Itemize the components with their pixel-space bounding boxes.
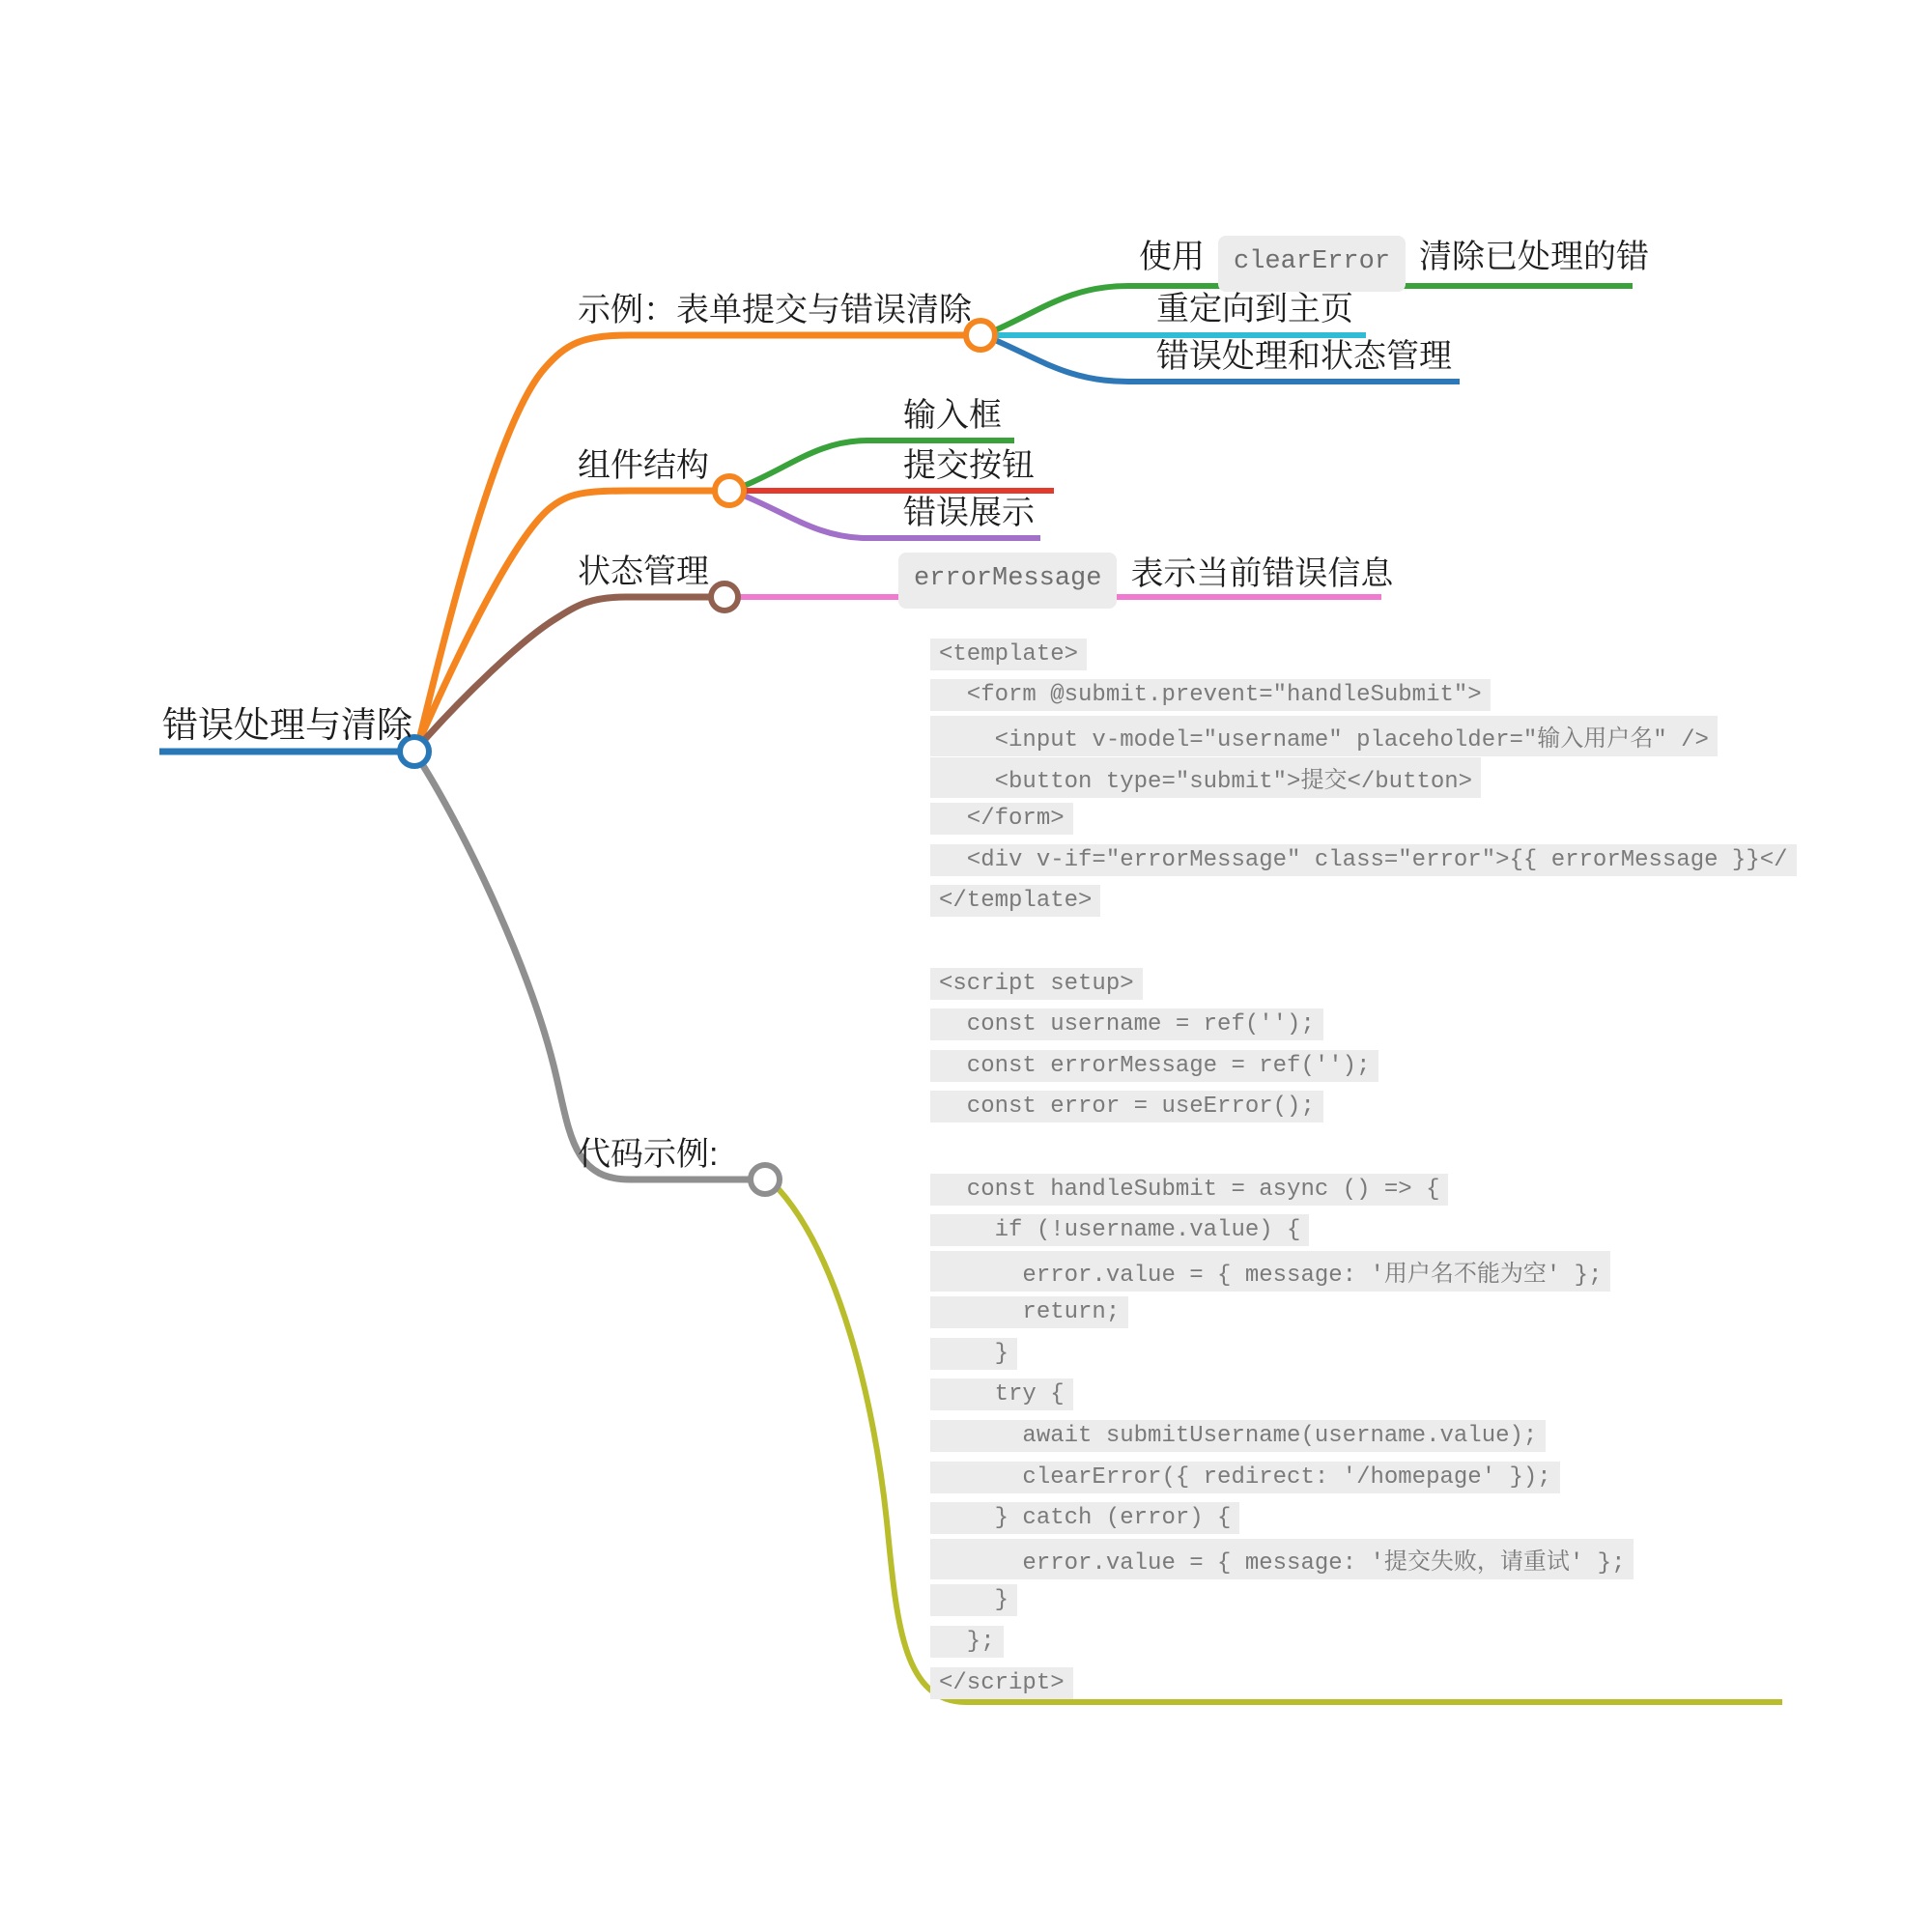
node-error-state-management[interactable]: 错误处理和状态管理 [1156,338,1452,375]
code-line: } catch (error) { [930,1502,1239,1534]
code-line: <div v-if="errorMessage" class="error">{{ errorMessage }}</ [930,844,1797,876]
node-toggle-structure[interactable] [715,476,744,505]
code-line: <button type="submit">提交</button> [930,757,1481,798]
inline-code-chip-clearerror: clearError [1218,236,1406,292]
code-line: const errorMessage = ref(''); [930,1050,1378,1082]
code-line: </form> [930,803,1073,835]
code-line: <form @submit.prevent="handleSubmit"> [930,679,1491,711]
node-clearerror[interactable] [1139,236,1649,292]
code-line: const error = useError(); [930,1091,1323,1122]
branch-line-structure [418,491,715,743]
branch-line-state [419,597,710,746]
node-root[interactable]: 错误处理与清除 [162,705,412,745]
inline-code-chip-errormessage: errorMessage [898,553,1117,609]
code-line: <script setup> [930,968,1143,1000]
node-state[interactable]: 状态管理 [578,554,709,590]
code-line-blank [930,922,1797,963]
node-clearerror-suffix: 清除已处理的错 [1419,239,1650,275]
code-line: const handleSubmit = async () => { [930,1174,1448,1206]
code-line-blank [930,1127,1797,1169]
code-line: }; [930,1626,1004,1658]
node-structure[interactable]: 组件结构 [578,447,709,484]
code-line: error.value = { message: '用户名不能为空' }; [930,1251,1610,1292]
node-clearerror-prefix: 使用 [1139,239,1205,275]
node-errormessage-suffix: 表示当前错误信息 [1130,555,1394,592]
code-line: error.value = { message: '提交失败，请重试' }; [930,1539,1634,1579]
code-line: </template> [930,885,1100,917]
node-input-box[interactable]: 输入框 [903,397,1002,434]
node-toggle-state[interactable] [711,583,738,611]
node-submit-button[interactable]: 提交按钮 [903,447,1035,484]
code-line: try { [930,1378,1073,1410]
code-line: const username = ref(''); [930,1009,1323,1040]
code-line: await submitUsername(username.value); [930,1420,1546,1452]
code-line: } [930,1584,1017,1616]
code-line: if (!username.value) { [930,1214,1309,1246]
code-line: <template> [930,639,1087,670]
node-example[interactable]: 示例：表单提交与错误清除 [578,292,972,328]
node-error-display[interactable]: 错误展示 [903,495,1035,531]
code-block[interactable] [930,634,1797,1703]
branch-line-code-example [422,764,751,1179]
node-toggle-code-example[interactable] [751,1165,780,1194]
node-code-example[interactable]: 代码示例: [578,1136,719,1173]
node-redirect-home[interactable]: 重定向到主页 [1156,291,1353,327]
code-line: </script> [930,1667,1073,1699]
node-errormessage[interactable] [898,553,1393,609]
code-line: return; [930,1296,1128,1328]
code-line: <input v-model="username" placeholder="输入用户名" /> [930,716,1718,756]
code-line: } [930,1338,1017,1370]
code-line: clearError({ redirect: '/homepage' }); [930,1462,1560,1493]
